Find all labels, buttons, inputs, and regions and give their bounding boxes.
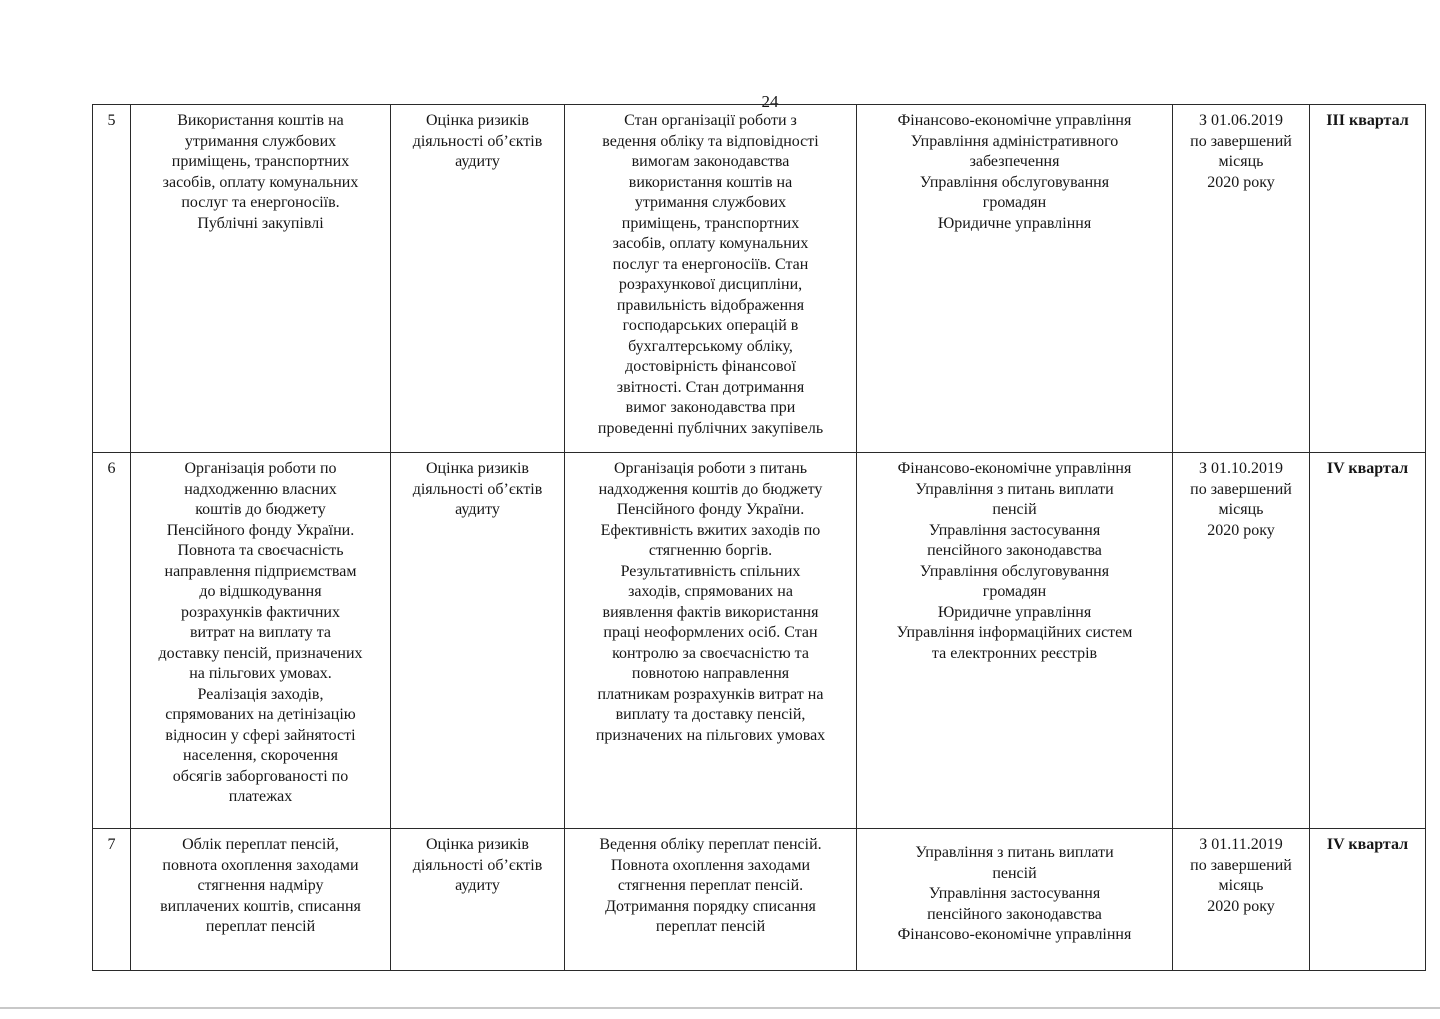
row-number: 6 [93, 453, 131, 829]
audit-period: З 01.10.2019 по завершений місяць 2020 року [1173, 453, 1310, 829]
audit-quarter: ІV квартал [1310, 829, 1426, 971]
audit-issues: Стан організації роботи з ведення обліку та відповідності вимогам законодавства використання коштів на утримання службових приміщень, транспортних засобів, оплату комунальних послуг та енергоносіїв. Стан розрахункової дисципліни, правильність відображення господарських операцій в бухгалтерському обліку, достовірність фінансової звітності. Стан дотримання вимог законодавства при проведенні публічних закупівель [565, 105, 857, 453]
table-row [93, 829, 1426, 971]
responsible-units: Управління з питань виплати пенсій Управління застосування пенсійного законодавства Фінансово-економічне управління [857, 829, 1173, 971]
audit-period: З 01.06.2019 по завершений місяць 2020 року [1173, 105, 1310, 453]
audit-object: Використання коштів на утримання службових приміщень, транспортних засобів, оплату комунальних послуг та енергоносіїв. Публічні закупівлі [131, 105, 391, 453]
audit-object: Облік переплат пенсій, повнота охоплення заходами стягнення надміру виплачених коштів, списання переплат пенсій [131, 829, 391, 971]
row-number: 5 [93, 105, 131, 453]
responsible-units: Фінансово-економічне управління Управління з питань виплати пенсій Управління застосування пенсійного законодавства Управління обслуговування громадян Юридичне управління Управління інформаційних систем та електронних реєстрів [857, 453, 1173, 829]
responsible-units: Фінансово-економічне управління Управління адміністративного забезпечення Управління обслуговування громадян Юридичне управління [857, 105, 1173, 453]
audit-type: Оцінка ризиків діяльності об’єктів аудиту [391, 105, 565, 453]
audit-issues: Організація роботи з питань надходження коштів до бюджету Пенсійного фонду України. Ефективність вжитих заходів по стягненню боргів. Результативність спільних заходів, спрямованих на виявлення фактів використання праці неоформлених осіб. Стан контролю за своєчасністю та повнотою направлення платникам розрахунків витрат на виплату та доставку пенсій, призначених на пільгових умовах [565, 453, 857, 829]
audit-quarter: ІV квартал [1310, 453, 1426, 829]
audit-type: Оцінка ризиків діяльності об’єктів аудиту [391, 453, 565, 829]
table-row [93, 105, 1426, 453]
audit-object: Організація роботи по надходженню власних коштів до бюджету Пенсійного фонду України. Повнота та своєчасність направлення підприємствам до відшкодування розрахунків фактичних витрат на виплату та доставку пенсій, призначених на пільгових умовах. Реалізація заходів, спрямованих на детінізацію відносин у сфері зайнятості населення, скорочення обсягів заборгованості по платежах [131, 453, 391, 829]
audit-quarter: ІІІ квартал [1310, 105, 1426, 453]
page-number: 24 [761, 92, 779, 111]
audit-issues: Ведення обліку переплат пенсій. Повнота охоплення заходами стягнення переплат пенсій. Дотримання порядку списання переплат пенсій [565, 829, 857, 971]
audit-period: З 01.11.2019 по завершений місяць 2020 року [1173, 829, 1310, 971]
audit-type: Оцінка ризиків діяльності об’єктів аудиту [391, 829, 565, 971]
row-number: 7 [93, 829, 131, 971]
scan-edge-line [0, 1007, 1440, 1009]
table-row [93, 453, 1426, 829]
audit-plan-table [92, 104, 1426, 971]
